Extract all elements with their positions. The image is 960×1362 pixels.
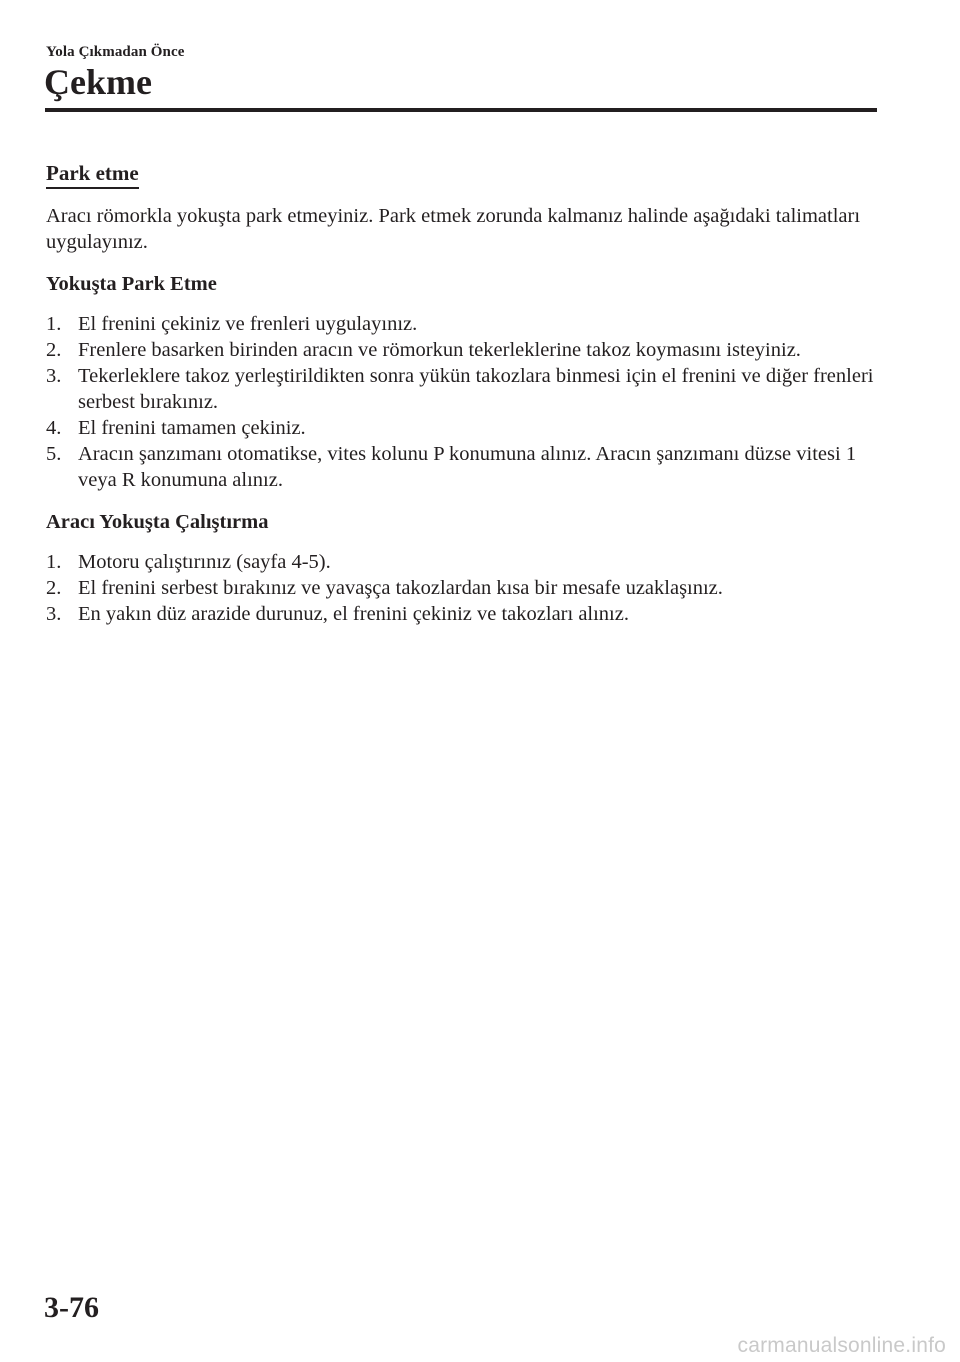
step-number: 3.	[46, 365, 62, 387]
starting-heading: Aracı Yokuşta Çalıştırma	[46, 511, 269, 533]
list-item	[46, 415, 878, 441]
list-item	[46, 549, 878, 575]
step-text: Aracın şanzımanı otomatikse, vites kolunu P konumuna alınız. Aracın şanzımanı düzse vitesi 1 veya R konumuna alınız.	[78, 443, 857, 491]
step-text: Frenlere basarken birinden aracın ve römorkun tekerleklerine takoz koymasını isteyiniz.	[78, 339, 801, 361]
step-text: El frenini çekiniz ve frenleri uygulayınız.	[78, 313, 418, 335]
parking-heading: Yokuşta Park Etme	[46, 273, 217, 295]
parking-steps-list	[46, 311, 878, 493]
intro-paragraph: Aracı römorkla yokuşta park etmeyiniz. Park etmek zorunda kalmanız halinde aşağıdaki talimatları uygulayınız.	[46, 205, 861, 253]
step-number: 1.	[46, 313, 62, 335]
step-number: 4.	[46, 417, 62, 439]
list-item	[46, 601, 878, 627]
page-title: Çekme	[44, 62, 152, 102]
step-number: 5.	[46, 443, 62, 465]
main-content	[46, 160, 878, 627]
watermark: carmanualsonline.info	[737, 1334, 946, 1357]
list-item	[46, 441, 878, 493]
step-number: 3.	[46, 603, 62, 625]
step-text: El frenini serbest bırakınız ve yavaşça takozlardan kısa bir mesafe uzaklaşınız.	[78, 577, 723, 599]
step-text: El frenini tamamen çekiniz.	[78, 417, 306, 439]
step-number: 2.	[46, 339, 62, 361]
step-text: En yakın düz arazide durunuz, el frenini çekiniz ve takozları alınız.	[78, 603, 629, 625]
step-text: Motoru çalıştırınız (sayfa 4-5).	[78, 551, 331, 573]
step-text: Tekerleklere takoz yerleştirildikten sonra yükün takozlara binmesi için el frenini ve diğer frenleri serbest bırakınız.	[78, 365, 874, 413]
list-item	[46, 575, 878, 601]
list-item	[46, 311, 878, 337]
step-number: 2.	[46, 577, 62, 599]
step-number: 1.	[46, 551, 62, 573]
subheading-park-etme: Park etme	[46, 160, 139, 189]
chapter-label: Yola Çıkmadan Önce	[46, 44, 185, 60]
starting-steps-list	[46, 549, 878, 627]
list-item	[46, 363, 878, 415]
title-rule	[45, 108, 877, 112]
page-number: 3-76	[44, 1291, 99, 1324]
list-item	[46, 337, 878, 363]
